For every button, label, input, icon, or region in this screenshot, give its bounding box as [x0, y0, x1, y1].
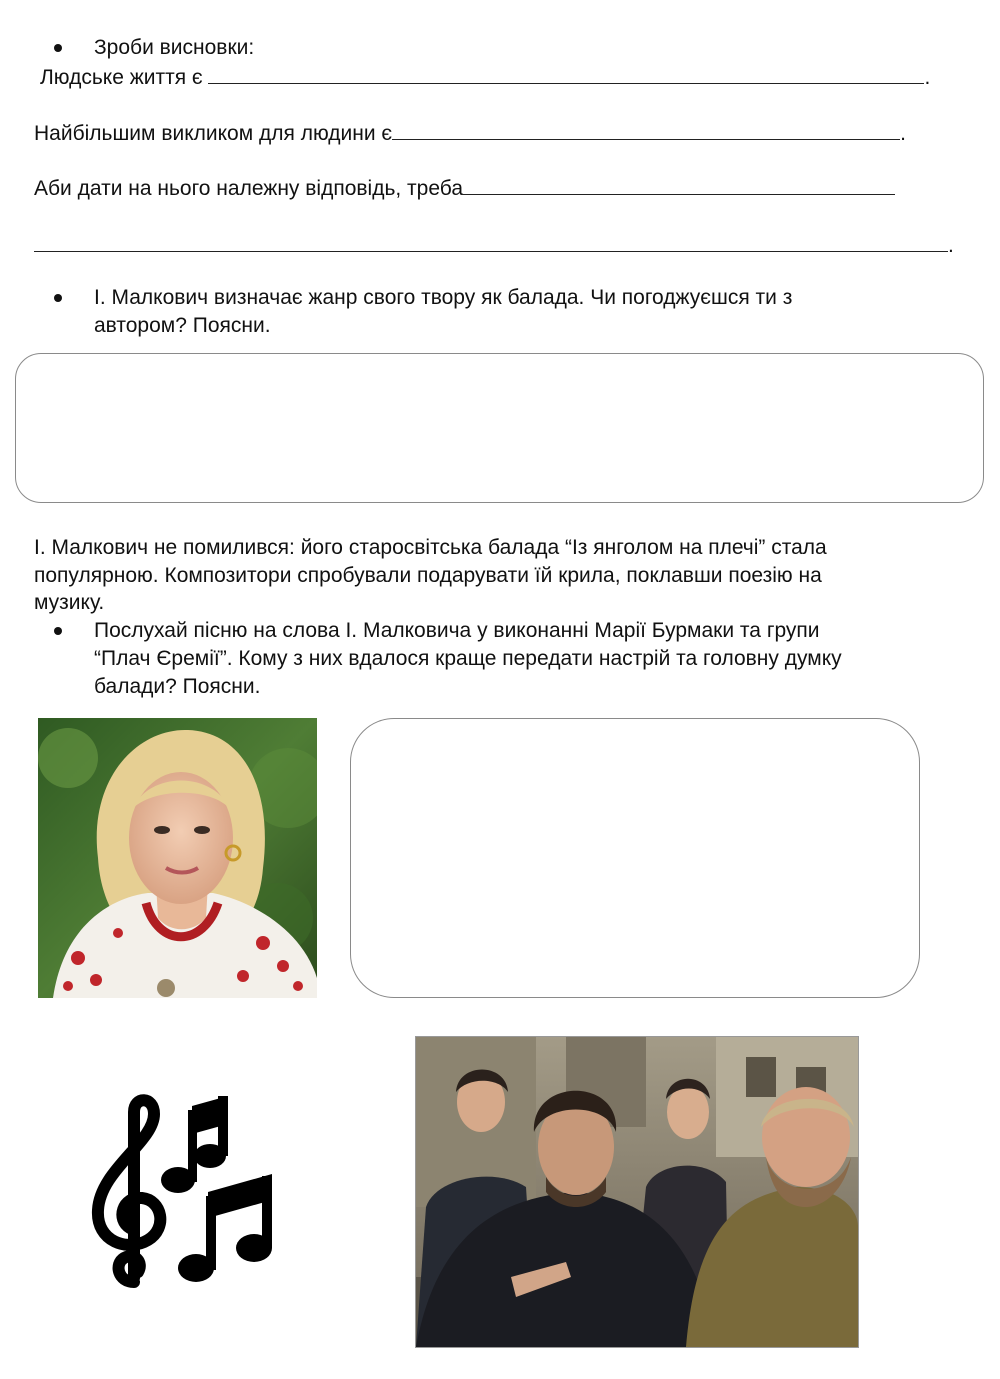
conclusion-1-label: Людське життя є: [40, 66, 203, 89]
singer-portrait-photo: [38, 718, 317, 998]
question-2-line-3: балади? Поясни.: [94, 675, 261, 698]
bullet-icon: [54, 44, 62, 52]
question-1-line-2: автором? Поясни.: [94, 314, 271, 337]
conclusion-4-blank[interactable]: [34, 232, 948, 252]
conclusion-3-blank[interactable]: [463, 175, 895, 195]
conclusion-2-blank[interactable]: [392, 120, 900, 140]
conclusion-1-blank[interactable]: [208, 64, 924, 84]
bullet-icon: [54, 627, 62, 635]
conclusions-heading: Зроби висновки:: [94, 36, 255, 59]
question-2-answer-box[interactable]: [350, 718, 920, 998]
question-1-answer-box[interactable]: [15, 353, 984, 503]
conclusion-line-2: [34, 120, 906, 146]
music-notes-icon: [78, 1092, 278, 1292]
band-photo: [415, 1036, 859, 1348]
conclusion-4-period: .: [948, 234, 954, 257]
conclusion-line-4: [34, 232, 954, 258]
conclusion-3-label: Аби дати на нього належну відповідь, треба: [34, 177, 464, 200]
conclusion-line-1: [40, 64, 930, 90]
question-2-line-2: “Плач Єремії”. Кому з них вдалося краще передати настрій та головну думку: [94, 647, 842, 670]
conclusion-1-period: .: [924, 66, 931, 89]
conclusion-line-3: [34, 175, 895, 201]
conclusion-2-label: Найбільшим викликом для людини є: [34, 122, 393, 145]
intro-line-1: І. Малкович не помилився: його старосвітська балада “Із янголом на плечі” стала: [34, 536, 827, 559]
bullet-icon: [54, 294, 62, 302]
intro-line-2: популярною. Композитори спробували подарувати їй крила, поклавши поезію на: [34, 564, 822, 587]
conclusion-2-period: .: [900, 122, 906, 145]
question-2-line-1: Послухай пісню на слова І. Малковича у виконанні Марії Бурмаки та групи: [94, 619, 820, 642]
intro-line-3: музику.: [34, 591, 105, 614]
question-1-line-1: І. Малкович визначає жанр свого твору як балада. Чи погоджуєшся ти з: [94, 286, 793, 309]
